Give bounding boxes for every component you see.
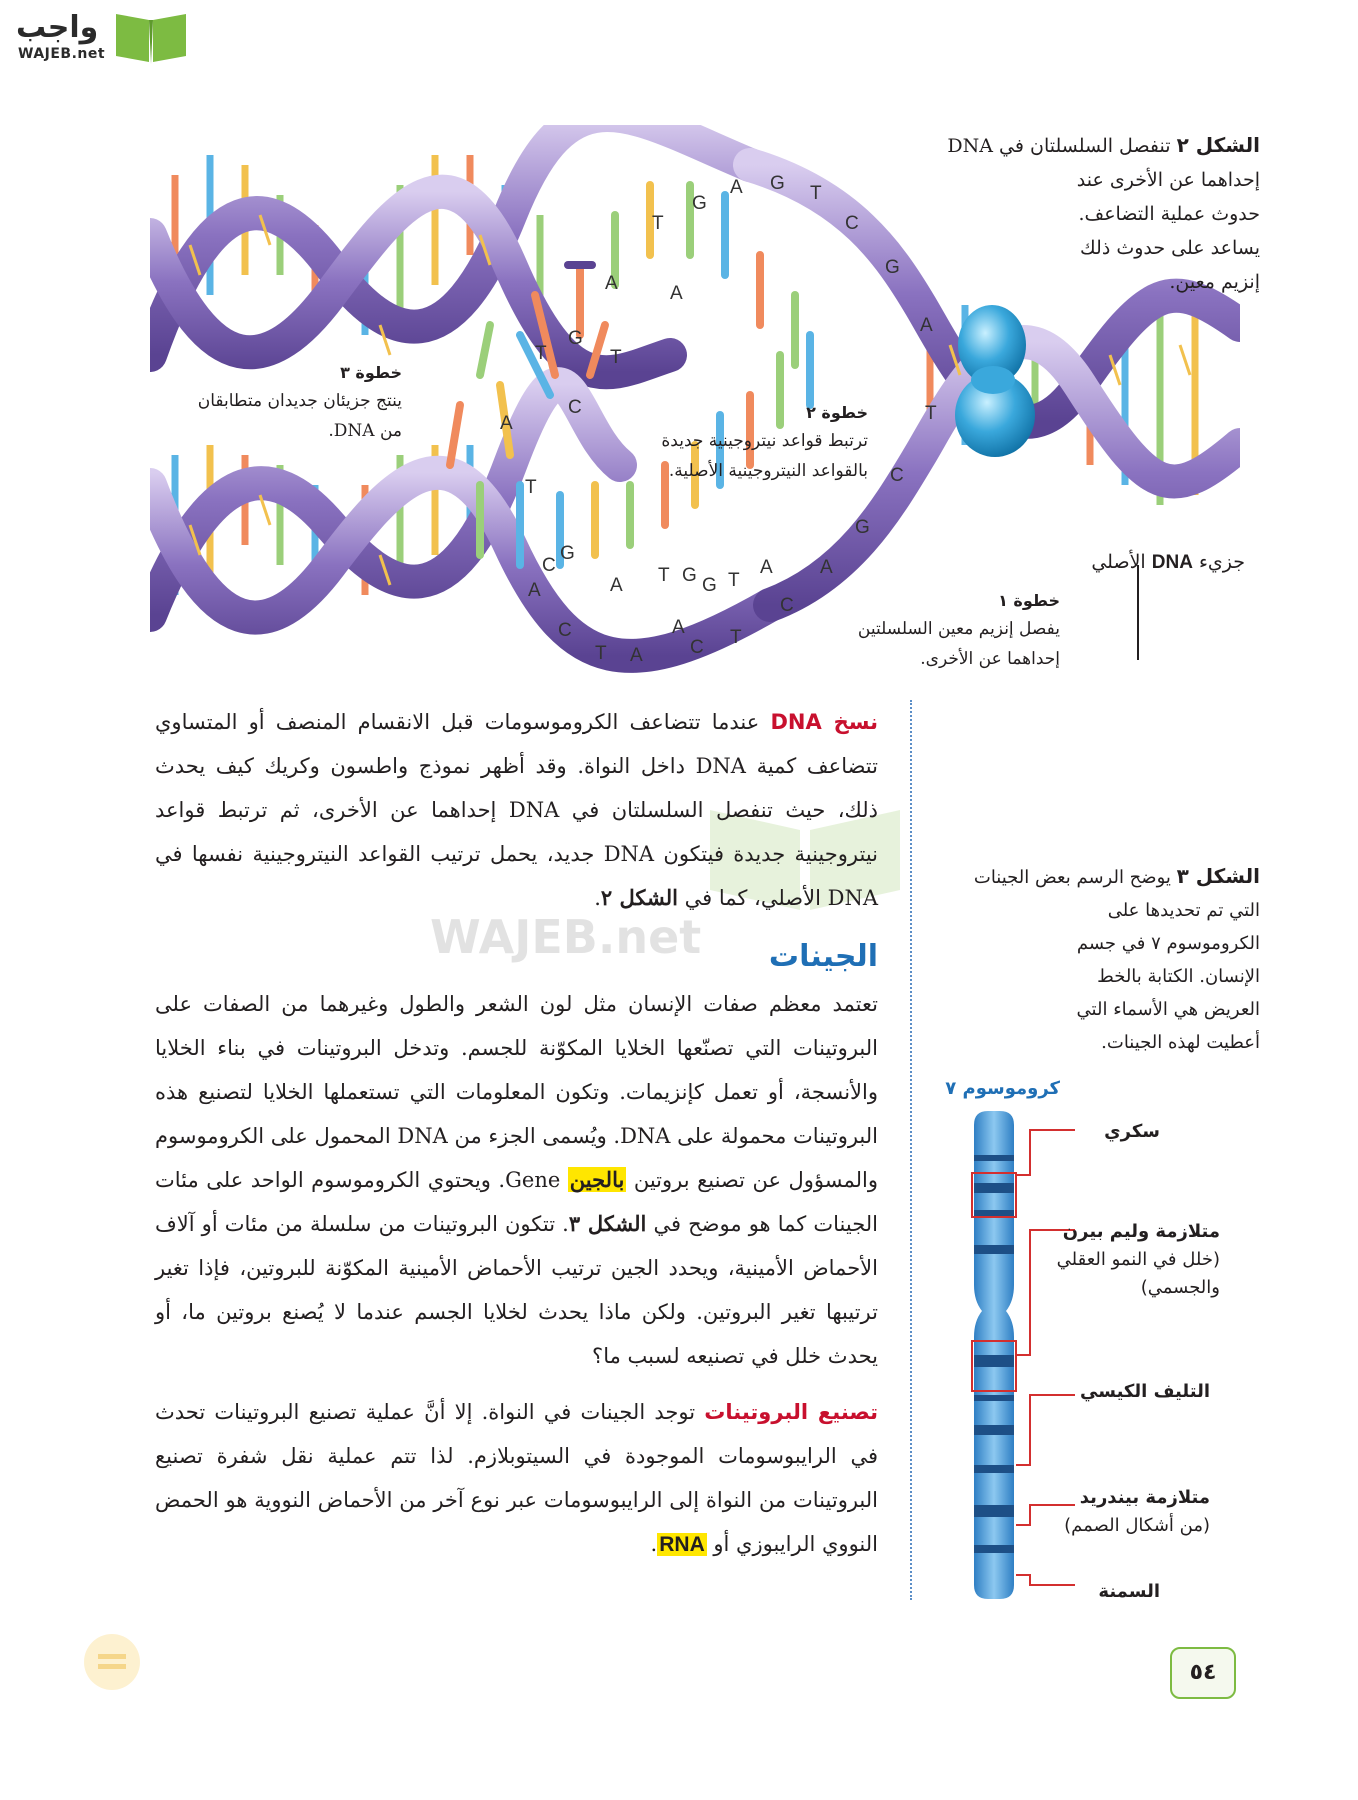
genes-heading: الجينات bbox=[768, 939, 878, 974]
base-letter: C bbox=[542, 555, 556, 576]
base-letter: T bbox=[728, 570, 740, 591]
caption-line: إحداهما عن الأخرى عند bbox=[1076, 169, 1260, 191]
base-letter: T bbox=[658, 565, 670, 586]
book-icon bbox=[112, 6, 190, 66]
decorative-circle-icon bbox=[80, 1630, 144, 1694]
caption-line: العريض هي الأسماء التي bbox=[1076, 999, 1260, 1020]
base-letter: C bbox=[780, 595, 794, 616]
original-dna-label: جزيء DNA الأصلي bbox=[1091, 551, 1245, 573]
step-line: من DNA. bbox=[328, 421, 402, 441]
gene-term: بالجين bbox=[569, 1167, 625, 1192]
base-letter: A bbox=[528, 580, 541, 601]
figure3-label: الشكل ٣ bbox=[1176, 864, 1260, 888]
step-heading: خطوة ١ bbox=[998, 591, 1060, 610]
caption-line: يوضح الرسم بعض الجينات bbox=[973, 867, 1171, 888]
step-line: يفصل إنزيم معين السلسلتين bbox=[857, 619, 1060, 639]
base-letter: G bbox=[682, 565, 697, 586]
base-letter: A bbox=[760, 557, 773, 578]
base-letter: A bbox=[820, 557, 833, 578]
base-letter: G bbox=[568, 328, 583, 349]
gene-williams: متلازمة وليم بيرن (خلل في النمو العقلي والجسمي) bbox=[1056, 1221, 1220, 1298]
protein-paragraph: تصنيع البروتينات توجد الجينات في النواة. إلا أنَّ عملية تصنيع البروتينات تحدث في الرايبوسومات الموجودة في السيتوبلازم. لذا تتم عملية نقل شفرة تصنيع البروتينات من النواة إلى الرايبوسومات عبر نوع آخر من الأحماض النووية هو الحمض النووي الرايبوزي أو RNA. bbox=[155, 1400, 878, 1556]
base-letter: G bbox=[855, 517, 870, 538]
base-letter: C bbox=[558, 620, 572, 641]
figure2-label: الشكل ٢ bbox=[1176, 133, 1260, 157]
base-letter: A bbox=[500, 413, 513, 434]
base-letter: C bbox=[568, 397, 582, 418]
base-letter: G bbox=[560, 543, 575, 564]
wajeb-logo[interactable] bbox=[12, 4, 192, 68]
rna-term: RNA bbox=[659, 1533, 705, 1556]
step3-label bbox=[140, 360, 402, 446]
logo-latin: WAJEB.net bbox=[18, 46, 106, 62]
step-line: بالقواعد النيتروجينية الأصلية. bbox=[668, 461, 868, 481]
gene-cystic-fibrosis: التليف الكيسي bbox=[1080, 1381, 1210, 1402]
base-letter: G bbox=[692, 193, 707, 214]
base-letter: T bbox=[925, 403, 937, 424]
base-letter: T bbox=[730, 627, 742, 648]
base-letter: G bbox=[770, 173, 785, 194]
gene-obesity: السمنة bbox=[1098, 1581, 1160, 1602]
base-letter: T bbox=[525, 477, 537, 498]
base-letter: C bbox=[690, 637, 704, 658]
base-letter: T bbox=[610, 347, 622, 368]
caption-line: الكروموسوم ٧ في جسم bbox=[1076, 933, 1260, 954]
step1-label bbox=[830, 588, 1060, 674]
base-letter: A bbox=[605, 273, 618, 294]
base-letter: G bbox=[702, 575, 717, 596]
base-letter: A bbox=[730, 177, 743, 198]
protein-keyword: تصنيع البروتينات bbox=[704, 1400, 878, 1424]
step-heading: خطوة ٣ bbox=[340, 363, 402, 382]
base-letter: C bbox=[845, 213, 859, 234]
base-letter: C bbox=[890, 465, 904, 486]
caption-line: يساعد على حدوث ذلك bbox=[1080, 237, 1260, 259]
base-letter: T bbox=[535, 343, 547, 364]
base-letter: T bbox=[810, 183, 822, 204]
caption-line: إنزيم معين. bbox=[1169, 271, 1260, 293]
caption-line: حدوث عملية التضاعف. bbox=[1078, 203, 1260, 225]
step-line: ترتبط قواعد نيتروجينية جديدة bbox=[661, 431, 868, 451]
step2-label bbox=[600, 400, 868, 486]
base-letter: A bbox=[670, 283, 683, 304]
page-number: ٥٤ bbox=[1170, 1647, 1236, 1699]
dna-copy-paragraph: نسخ DNA عندما تتضاعف الكروموسومات قبل الانقسام المنصف أو المتساوي تتضاعف كمية DNA داخل النواة. وقد أظهر نموذج واطسون وكريك كيف يحدث ذلك، حيث تنفصل السلسلتان في DNA إحداهما عن الأخرى، ثم ترتبط قواعد نيتروجينية جديدة فيتكون DNA جديد، يحمل ترتيب القواعد النيتروجينية نفسها في DNA الأصلي، كما في الشكل ٢. bbox=[155, 710, 879, 910]
figure2-caption bbox=[945, 128, 1260, 299]
base-letter: T bbox=[652, 213, 664, 234]
base-letter: A bbox=[672, 617, 685, 638]
base-letter: G bbox=[885, 257, 900, 278]
chromosome-title: كروموسوم ٧ bbox=[945, 1078, 1060, 1099]
genes-paragraph: تعتمد معظم صفات الإنسان مثل لون الشعر والطول وغيرهما من الصفات على البروتينات التي تصنّعها الخلايا المكوّنة للجسم. وتدخل البروتينات في بناء الخلايا والأنسجة، أو تعمل كإنزيمات. وتكون المعلومات التي تستعملها الخلايا لتصنيع هذه البروتينات محمولة على DNA. ويُسمى الجزء من DNA المحمول على الكروموسوم والمسؤول عن تصنيع بروتين بالجين Gene. ويحتوي الكروموسوم الواحد على مئات الجينات كما هو موضح في الشكل ٣. تتكون البروتينات من سلسلة من مئات أو آلاف الأحماض الأمينية، ويحدد الجين ترتيب الأحماض الأمينية المكوّنة للبروتين، فإذا تغير ترتيبها تغير البروتين. ولكن ماذا يحدث لخلايا الجسم عندما لا يُصنع بروتين ما، أو يحدث خلل في تصنيعه لسبب ما؟ bbox=[155, 992, 879, 1368]
main-text-column bbox=[155, 700, 878, 1567]
base-letter: A bbox=[920, 315, 933, 336]
base-letter: A bbox=[630, 645, 643, 666]
logo-arabic: واجب bbox=[16, 10, 99, 45]
caption-line: تنفصل السلسلتان في DNA bbox=[947, 135, 1171, 157]
caption-line: الإنسان. الكتابة بالخط bbox=[1097, 966, 1260, 987]
step-heading: خطوة ٢ bbox=[806, 403, 868, 422]
step-line: ينتج جزيئان جديدان متطابقان bbox=[197, 391, 402, 411]
dna-copy-keyword: نسخ DNA bbox=[770, 710, 878, 734]
base-letter: A bbox=[610, 575, 623, 596]
step-line: إحداهما عن الأخرى. bbox=[920, 649, 1060, 669]
figure3-caption bbox=[935, 860, 1260, 1059]
watermark-text: WAJEB.net bbox=[430, 910, 702, 964]
gene-pendred: متلازمة بيندريد (من أشكال الصمم) bbox=[1064, 1487, 1210, 1536]
caption-line: أعطيت لهذه الجينات. bbox=[1101, 1032, 1260, 1053]
base-letter: T bbox=[595, 643, 607, 664]
caption-line: التي تم تحديدها على bbox=[1107, 900, 1260, 921]
column-divider bbox=[910, 700, 912, 1600]
gene-diabetes: سكري bbox=[1104, 1121, 1160, 1142]
